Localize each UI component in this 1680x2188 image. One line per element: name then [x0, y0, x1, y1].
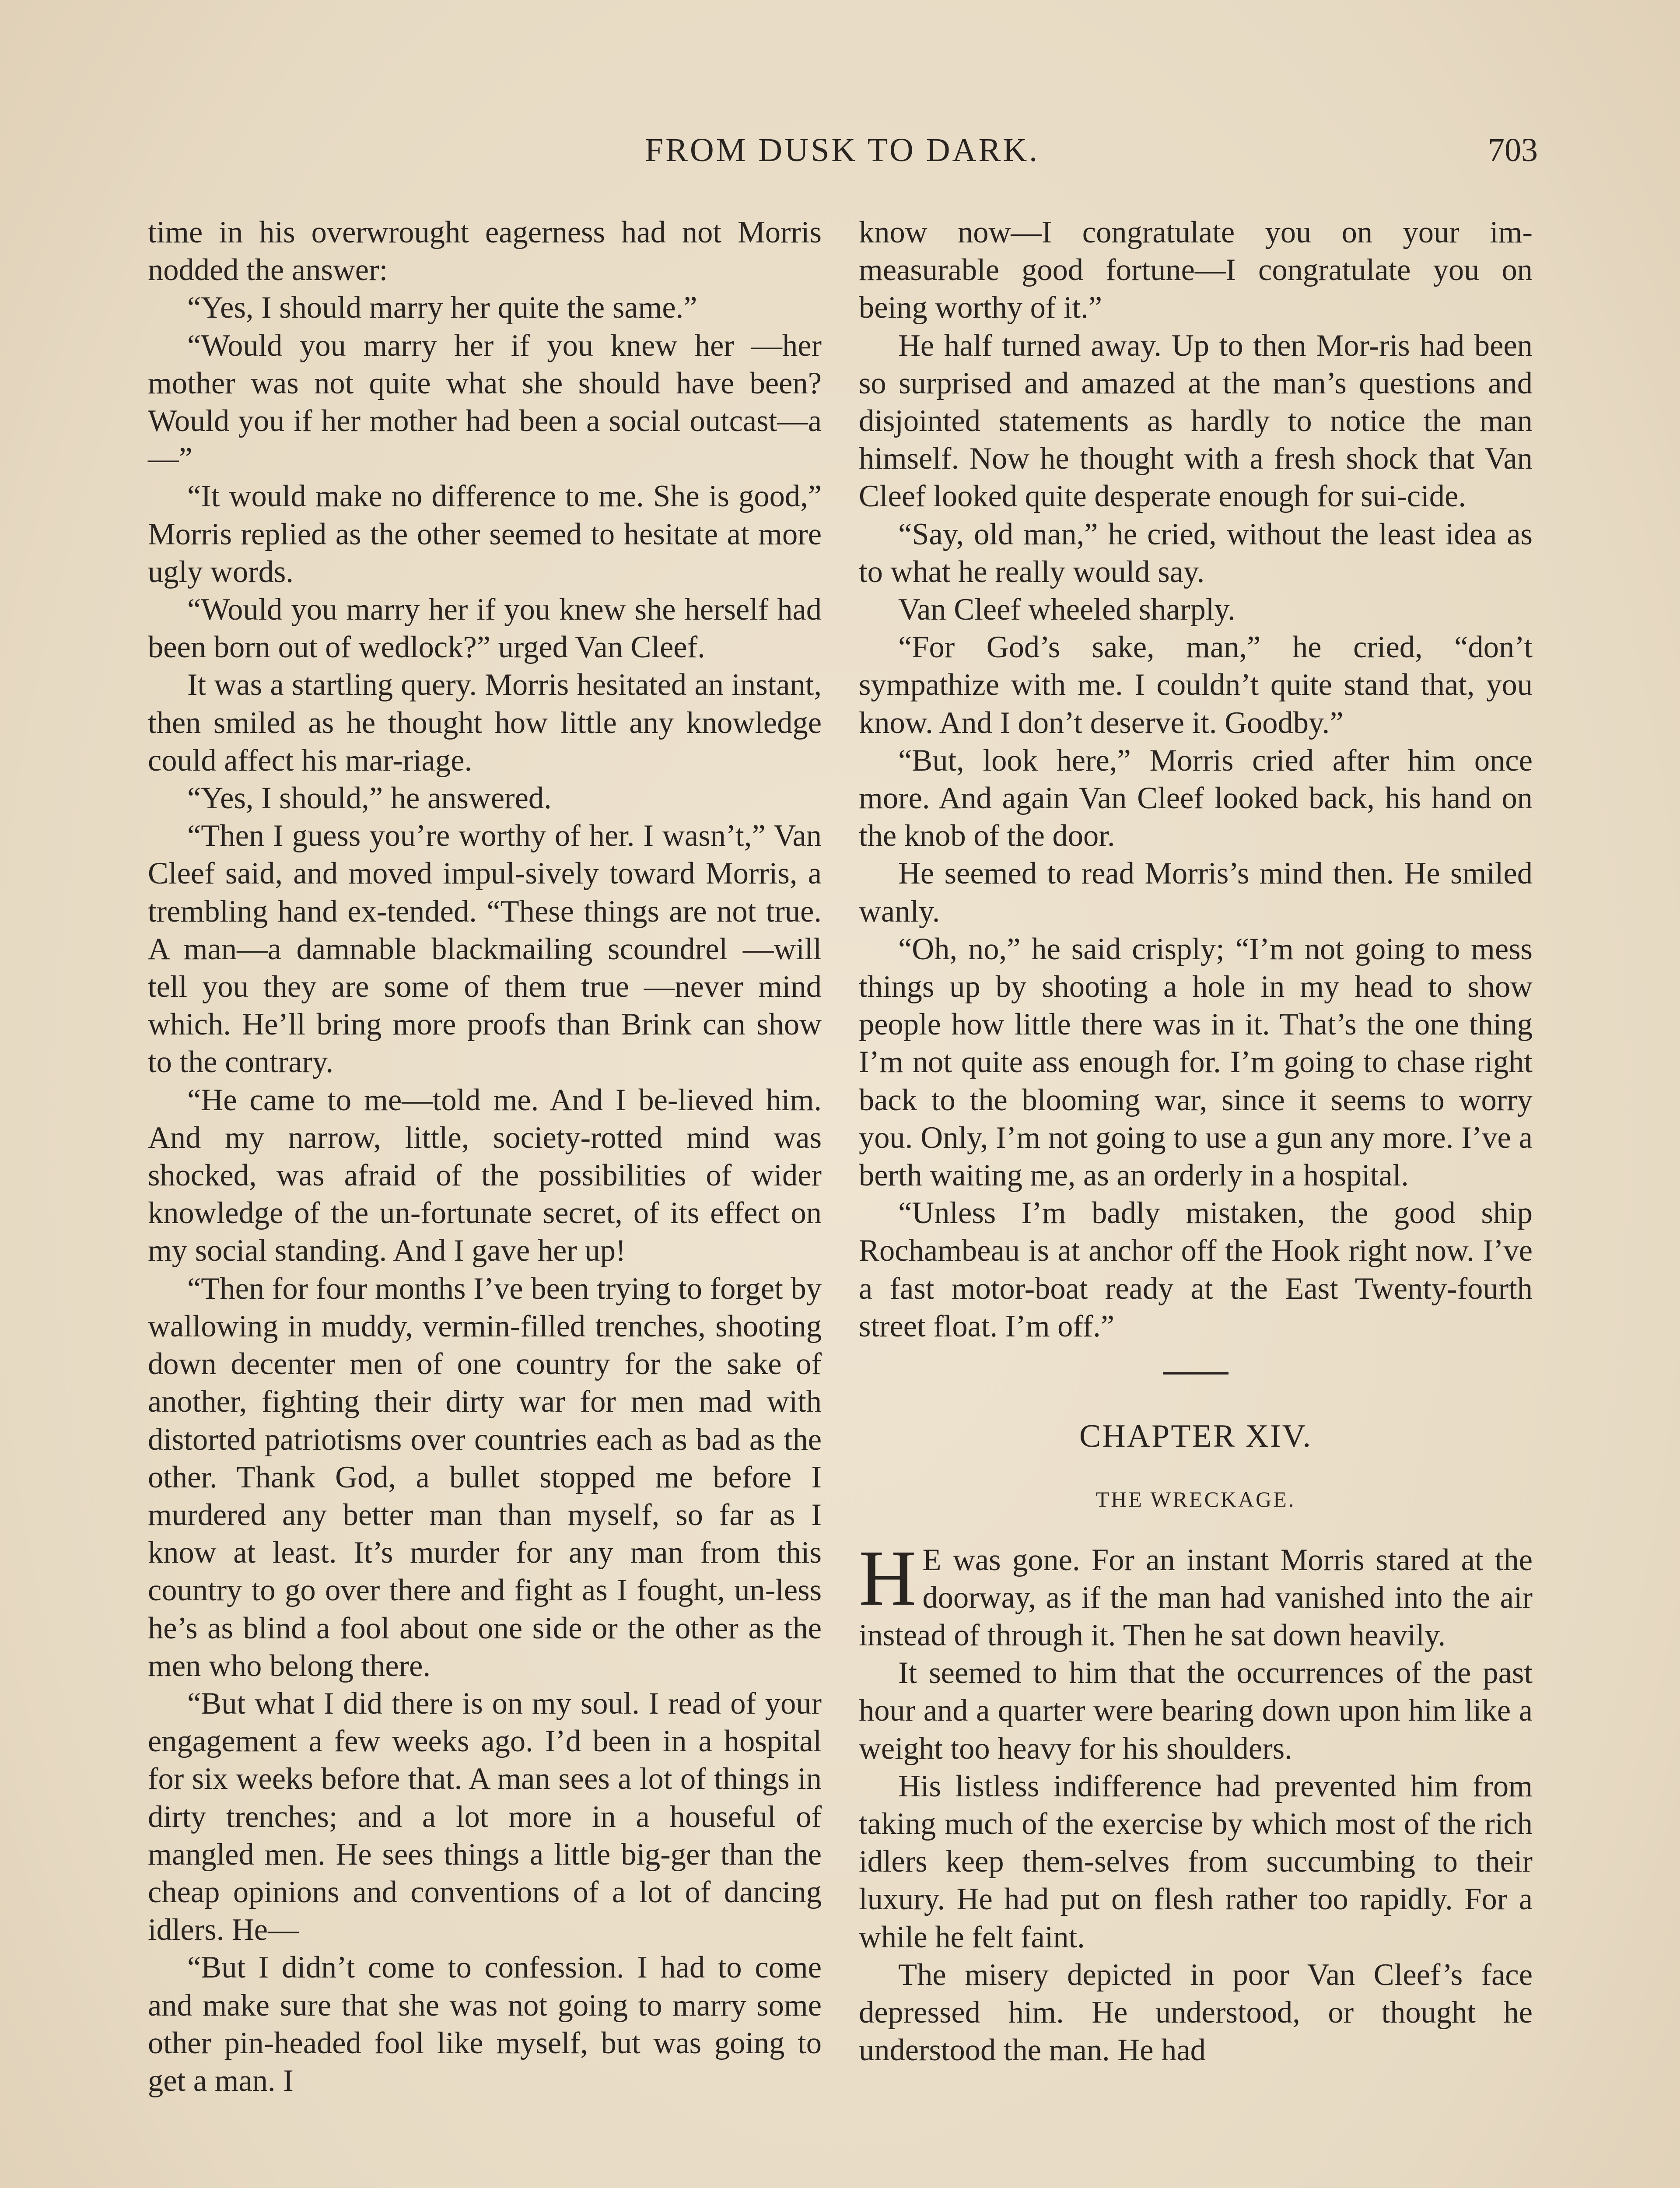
paragraph: “It would make no difference to me. She is good,” Morris replied as the other seemed to hesitate at more ugly words.	[148, 479, 822, 589]
paragraph: “But what I did there is on my soul. I read of your engagement a few weeks ago. I’d been in a hospital for six weeks before that. A man sees a lot of things in dirty trenches; and a lot more in a houseful of mangled men. He sees things a little big-ger than the cheap opinions and conventions of a lot of dancing idlers. He—	[148, 1686, 822, 1947]
paragraph: Van Cleef wheeled sharply.	[898, 593, 1236, 627]
running-title: FROM DUSK TO DARK.	[644, 132, 1040, 168]
paragraph: His listless indifference had prevented him from taking much of the exercise by which most of the rich idlers keep them-selves from succumbing to their luxury. He had put on flesh rather too rapidly. For a while he felt faint.	[859, 1769, 1533, 1954]
drop-cap: H	[859, 1534, 917, 1622]
paragraph: know now—I congratulate you on your im-measurable good fortune—I congratulate you on being worthy of it.”	[859, 215, 1533, 325]
chapter-opening-paragraph	[859, 1534, 1533, 1655]
paragraph: “Would you marry her if you knew her —her mother was not quite what she should have been? Would you if her mother had been a social outcast—a—”	[148, 328, 822, 476]
opening-text: E was gone. For an instant Morris stared at the doorway, as if the man had vanished into the air instead of through it. Then he sat down heavily.	[859, 1543, 1533, 1652]
paragraph: “But, look here,” Morris cried after him once more. And again Van Cleef looked back, his hand on the knob of the door.	[859, 743, 1533, 853]
paragraph: “For God’s sake, man,” he cried, “don’t sympathize with me. I couldn’t quite stand that, you know. And I don’t deserve it. Goodby.”	[859, 630, 1533, 740]
right-column	[859, 214, 1533, 2069]
page-number: 703	[1488, 132, 1538, 168]
paragraph: “But I didn’t come to confession. I had to come and make sure that she was not going to marry some other pin-headed fool like myself, but was going to get a man. I	[148, 1950, 822, 2098]
paragraph: “Then I guess you’re worthy of her. I wasn’t,” Van Cleef said, and moved impul-sively toward Morris, a trembling hand ex-tended. “These things are not true. A man—a damnable blackmailing scoundrel —will tell you they are some of them true —never mind which. He’ll bring more proofs than Brink can show to the contrary.	[148, 819, 822, 1080]
paragraph: time in his overwrought eagerness had not Morris nodded the answer:	[148, 215, 822, 288]
paragraph: It was a startling query. Morris hesitated an instant, then smiled as he thought how little any knowledge could affect his mar-riage.	[148, 668, 822, 778]
paragraph: It seemed to him that the occurrences of the past hour and a quarter were bearing down upon him like a weight too heavy for his shoulders.	[859, 1656, 1533, 1766]
paragraph: He seemed to read Morris’s mind then. He smiled wanly.	[859, 856, 1533, 929]
chapter-subtitle: THE WRECKAGE.	[1096, 1487, 1296, 1512]
paragraph: “Yes, I should,” he answered.	[187, 781, 552, 816]
paragraph: He half turned away. Up to then Mor-ris had been so surprised and amazed at the man’s questions and disjointed statements as hardly to notice the man himself. Now he thought with a fresh shock that Van Cleef looked quite desperate enough for sui-cide.	[859, 328, 1533, 514]
chapter-title: CHAPTER XIV.	[1079, 1418, 1312, 1455]
paragraph: “Yes, I should marry her quite the same.”	[187, 291, 697, 325]
paragraph: “Would you marry her if you knew she herself had been born out of wedlock?” urged Van Cleef.	[148, 593, 822, 665]
paragraph: “Say, old man,” he cried, without the least idea as to what he really would say.	[859, 517, 1533, 589]
paragraph: “Oh, no,” he said crisply; “I’m not going to mess things up by shooting a hole in my head to show people how little there was in it. That’s the one thing I’m not quite ass enough for. I’m going to chase right back to the blooming war, since it seems to worry you. Only, I’m not going to use a gun any more. I’ve a berth waiting me, as an orderly in a hospital.	[859, 932, 1533, 1193]
paragraph: “Then for four months I’ve been trying to forget by wallowing in muddy, vermin-filled trenches, shooting down decenter men of one country for the sake of another, fighting their dirty war for men mad with distorted patriotisms over countries each as bad as the other. Thank God, a bullet stopped me before I murdered any better man than myself, so far as I know at least. It’s murder for any man from this country to go over there and fight as I fought, un-less he’s as blind a fool about one side or the other as the men who belong there.	[148, 1271, 822, 1683]
running-head	[147, 131, 1538, 179]
paragraph: “Unless I’m badly mistaken, the good ship Rochambeau is at anchor off the Hook right now. I’ve a fast motor-boat ready at the East Twenty-fourth street float. I’m off.”	[859, 1196, 1533, 1343]
paragraph: “He came to me—told me. And I be-lieved him. And my narrow, little, society-rotted mind was shocked, was afraid of the possibilities of wider knowledge of the un-fortunate secret, of its effect on my social standing. And I gave her up!	[148, 1083, 822, 1268]
paragraph: The misery depicted in poor Van Cleef’s face depressed him. He understood, or thought he understood the man. He had	[859, 1957, 1533, 2068]
section-divider	[1163, 1372, 1228, 1375]
left-column	[148, 214, 822, 2100]
